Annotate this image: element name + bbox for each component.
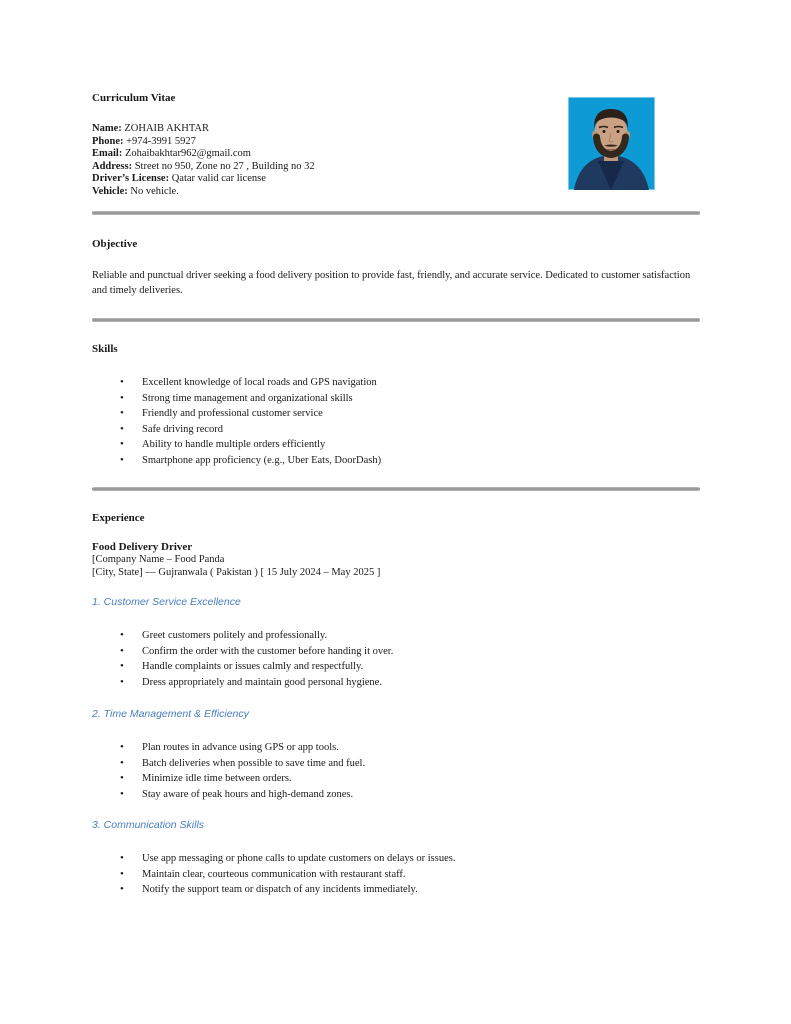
contact-line-phone [92,136,700,149]
time-management-list [92,740,700,802]
list-item: • Confirm the order with the customer before handing it over. [92,644,700,660]
contact-line-license [92,173,700,186]
bullet-icon: • [120,772,124,784]
bullet-icon: • [120,453,124,466]
bullet-icon: • [120,407,124,419]
list-item: • Ability to handle multiple orders efficiently [92,437,700,453]
list-item: • Minimize idle time between orders. [92,771,700,787]
section-divider [92,318,700,322]
bullet-icon: • [120,438,124,450]
contact-line-vehicle [92,186,700,199]
contact-value: +974-3991 5927 [126,135,196,147]
contact-line-email [92,148,700,161]
page-title: Curriculum Vitae [92,92,176,104]
list-item: • Greet customers politely and professionally. [92,628,700,644]
list-item: • Notify the support team or dispatch of any incidents immediately. [92,882,700,898]
bullet-icon: • [120,644,124,657]
list-item: • Use app messaging or phone calls to update customers on delays or issues. [92,851,700,867]
bullet-icon: • [120,787,124,800]
bullet-icon: • [120,376,124,388]
contact-label: Phone: [92,135,124,147]
subsection-heading-communication: 3. Communication Skills [92,819,205,831]
list-item: • Safe driving record [92,422,700,438]
contact-label: Email: [92,148,123,160]
skills-list [92,375,700,468]
list-item: • Handle complaints or issues calmly and respectfully. [92,659,700,675]
contact-line-name [92,123,700,136]
list-item: • Excellent knowledge of local roads and GPS navigation [92,375,700,391]
contact-value: Zohaibakhtar962@gmail.com [124,148,251,160]
list-item: • Maintain clear, courteous communication with restaurant staff. [92,867,700,883]
contact-value: Qatar valid car license [171,173,266,185]
subsection-heading-time-management: 2. Time Management & Efficiency [92,708,249,720]
list-item: • Dress appropriately and maintain good personal hygiene. [92,675,700,691]
list-item: • Friendly and professional customer service [92,406,700,422]
list-item: • Plan routes in advance using GPS or app tools. [92,740,700,756]
section-divider [92,487,700,491]
contact-line-address [92,161,700,174]
subsection-heading-customer-service: 1. Customer Service Excellence [92,596,241,608]
contact-info-block [92,123,700,199]
contact-label: Name: [92,123,122,134]
bullet-icon: • [120,660,124,672]
list-item: • Smartphone app proficiency (e.g., Uber Eats, DoorDash) [92,453,700,469]
experience-heading: Experience [92,512,145,524]
bullet-icon: • [120,629,124,641]
bullet-icon: • [120,756,124,769]
bullet-icon: • [120,391,124,404]
experience-entry [92,541,700,579]
contact-value: Street no 950, Zone no 27 , Building no 32 [134,160,315,172]
bullet-icon: • [120,422,124,435]
bullet-icon: • [120,852,124,864]
company-line: [Company Name – Food Panda [92,553,225,565]
contact-label: Driver’s License: [92,173,170,185]
objective-heading: Objective [92,238,138,250]
bullet-icon: • [120,675,124,688]
bullet-icon: • [120,867,124,880]
bullet-icon: • [120,741,124,753]
contact-value: ZOHAIB AKHTAR [124,123,209,134]
job-title: Food Delivery Driver [92,541,193,553]
contact-label: Address: [92,160,133,172]
contact-label: Vehicle: [92,185,128,197]
list-item: • Batch deliveries when possible to save time and fuel. [92,756,700,772]
location-dates-line: [City, State] — Gujranwala ( Pakistan ) [ 15 July 2024 – May 2025 ] [92,566,381,578]
bullet-icon: • [120,883,124,895]
contact-value: No vehicle. [130,185,179,197]
list-item: • Strong time management and organizational skills [92,391,700,407]
communication-list [92,851,700,898]
section-divider [92,211,700,215]
skills-heading: Skills [92,343,118,355]
objective-text: Reliable and punctual driver seeking a food delivery position to provide fast, friendly, and accurate service. Dedicated to customer satisfaction and timely deliveries. [92,270,691,296]
list-item: • Stay aware of peak hours and high-demand zones. [92,787,700,803]
customer-service-list [92,628,700,690]
